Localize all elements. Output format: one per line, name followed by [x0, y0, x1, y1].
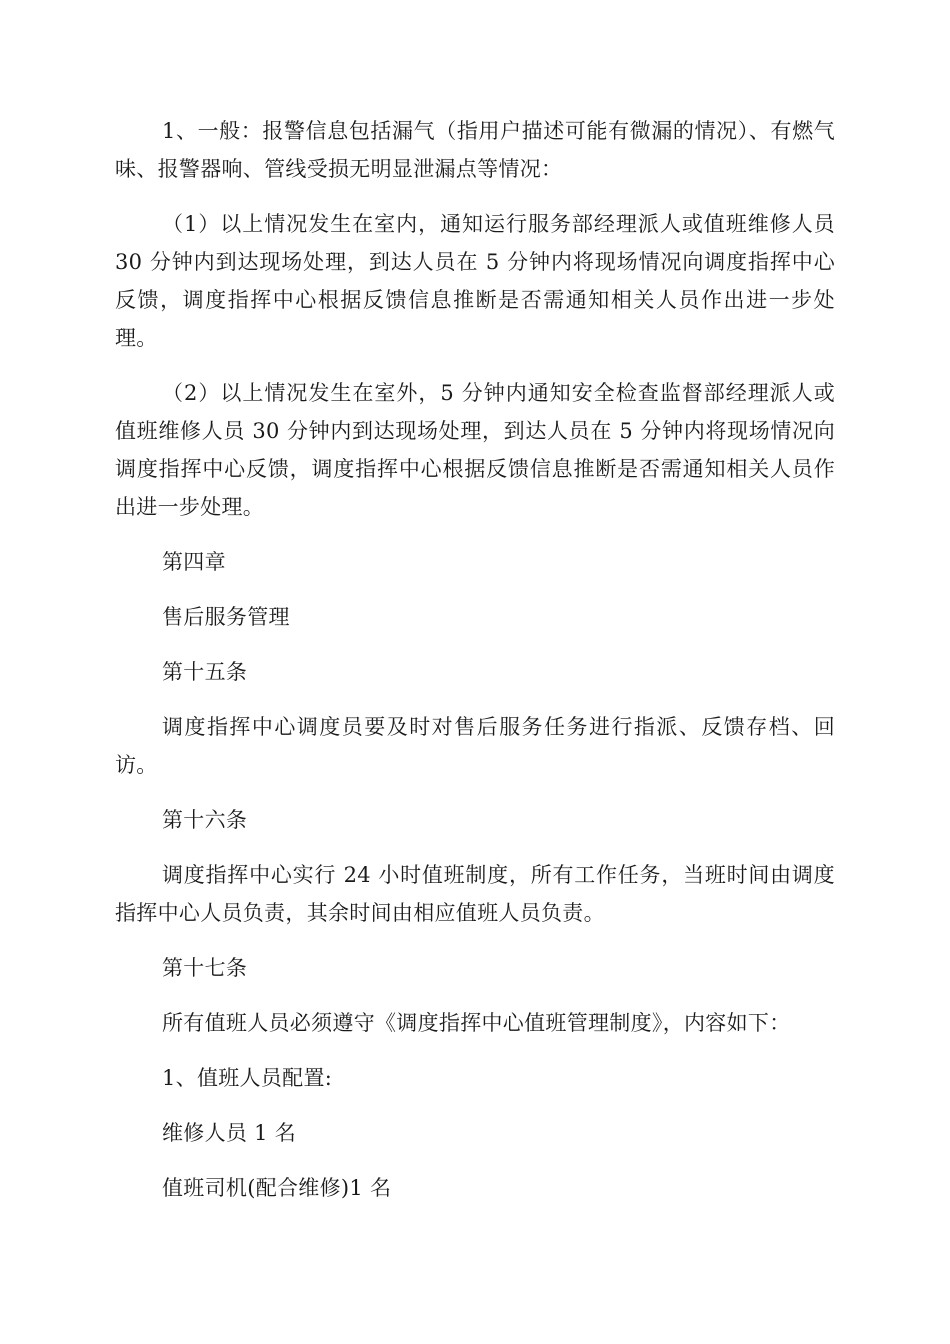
staffing-list-title: 1、值班人员配置:	[162, 1066, 333, 1090]
chapter-title: 售后服务管理	[162, 605, 290, 629]
staffing-item-repair: 维修人员 1 名	[162, 1121, 297, 1145]
article-16-heading: 第十六条	[162, 808, 248, 832]
paragraph-general-alarm: 1、一般：报警信息包括漏气（指用户描述可能有微漏的情况）、有燃气味、报警器响、管线受损无明显泄漏点等情况：	[115, 119, 835, 181]
article-15-body: 调度指挥中心调度员要及时对售后服务任务进行指派、反馈存档、回访。	[115, 715, 835, 777]
chapter-number: 第四章	[162, 550, 226, 574]
staffing-item-driver: 值班司机(配合维修)1 名	[162, 1176, 392, 1200]
paragraph-indoor-handling: （1）以上情况发生在室内，通知运行服务部经理派人或值班维修人员 30 分钟内到达现场处理，到达人员在 5 分钟内将现场情况向调度指挥中心反馈，调度指挥中心根据反馈信息推断是否需通知相关人员作出进一步处理。	[115, 212, 835, 350]
article-15-heading: 第十五条	[162, 660, 248, 684]
paragraph-outdoor-handling: （2）以上情况发生在室外，5 分钟内通知安全检查监督部经理派人或值班维修人员 30 分钟内到达现场处理，到达人员在 5 分钟内将现场情况向调度指挥中心反馈，调度指挥中心根据反馈信息推断是否需通知相关人员作出进一步处理。	[115, 381, 835, 519]
article-17-heading: 第十七条	[162, 956, 248, 980]
article-16-body: 调度指挥中心实行 24 小时值班制度，所有工作任务，当班时间由调度指挥中心人员负责，其余时间由相应值班人员负责。	[115, 863, 835, 925]
document-page	[115, 112, 835, 1224]
article-17-body: 所有值班人员必须遵守《调度指挥中心值班管理制度》，内容如下：	[162, 1011, 791, 1035]
